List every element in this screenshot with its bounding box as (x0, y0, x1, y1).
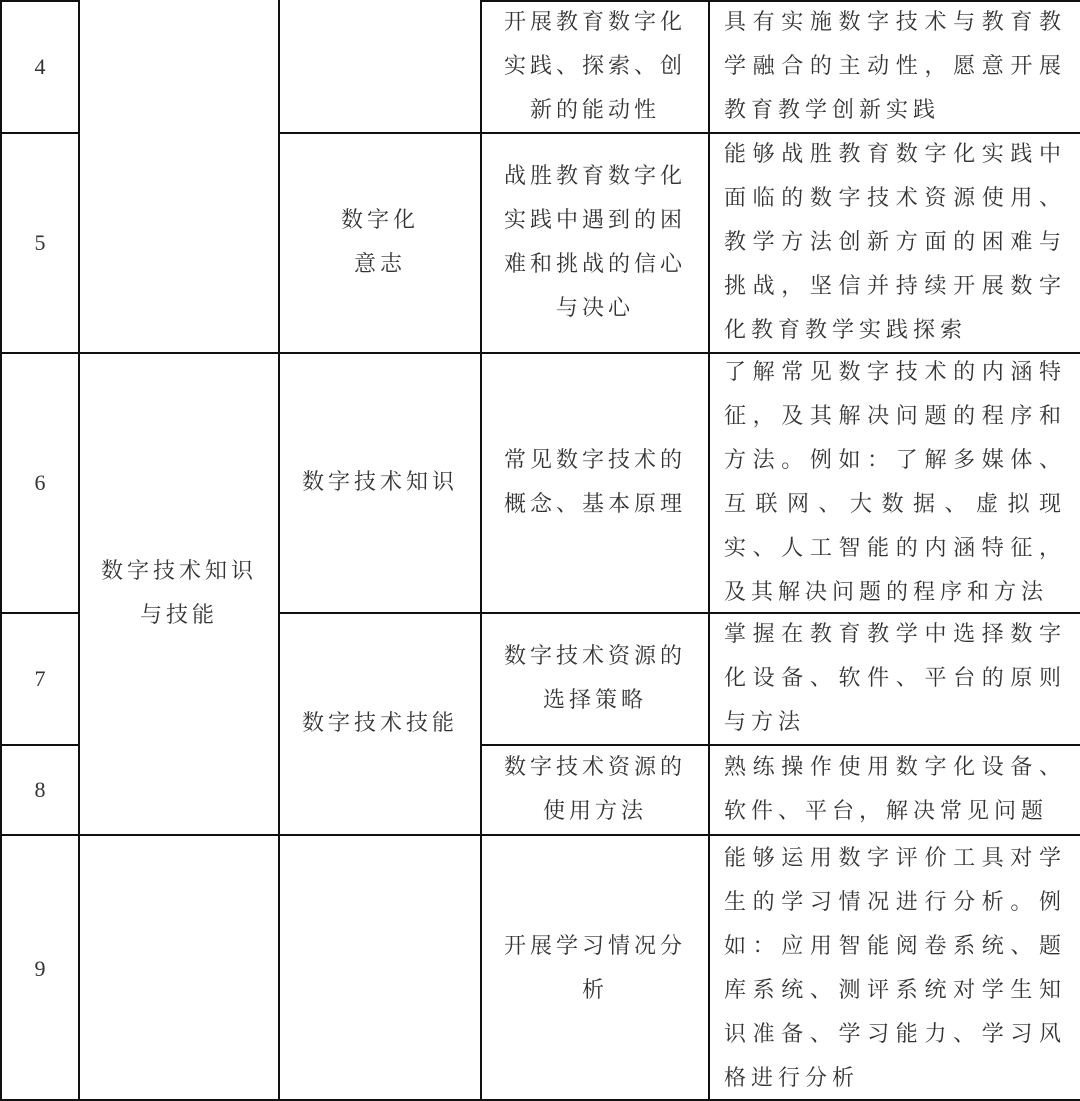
subdimension-label: 数字化意志 (340, 208, 419, 277)
row-divider (0, 132, 80, 134)
row-divider (0, 0, 80, 2)
item-cell (482, 614, 708, 744)
item-text: 战胜教育数字化实践中遇到的困难和挑战的信心与决心 (503, 164, 686, 321)
item-text: 开展教育数字化实践、探索、创新的能动性 (503, 10, 686, 123)
description-cell (710, 836, 1080, 1101)
subdimension-cell (280, 134, 480, 352)
description-text: 了解常见数字技术的内涵特征，及其解决问题的程序和方法。例如：了解多媒体、互联网、大数据、虚拟现实、人工智能的内涵特征，及其解决问题的程序和方法 (724, 360, 1066, 605)
row-divider (0, 352, 1080, 354)
description-cell (710, 746, 1080, 834)
description-cell (710, 134, 1080, 352)
dimension-cell (80, 354, 278, 834)
subdimension-cell (280, 354, 480, 612)
row-divider (0, 744, 80, 746)
description-text: 熟练操作使用数字化设备、软件、平台，解决常见问题 (724, 755, 1066, 824)
description-text: 能够运用数字评价工具对学生的学习情况进行分析。例如：应用智能阅卷系统、题库系统、测评系统对学生知识准备、学习能力、学习风格进行分析 (724, 845, 1066, 1091)
item-cell (482, 354, 708, 612)
row-divider (480, 0, 1080, 2)
description-text: 具有实施数字技术与教育教学融合的主动性，愿意开展教育教学创新实践 (724, 10, 1066, 123)
row-divider (0, 612, 80, 614)
row-divider (480, 744, 1080, 746)
row-number: 9 (34, 955, 46, 981)
subdimension-cell (280, 614, 480, 834)
row-number: 7 (34, 666, 46, 691)
item-text: 常见数字技术的概念、基本原理 (503, 448, 686, 517)
column-divider (78, 0, 80, 1101)
subdimension-label: 数字技术技能 (301, 711, 458, 736)
description-text: 能够战胜教育数字化实践中面临的数字技术资源使用、教学方法创新方面的困难与挑战，坚信并持续开展数字化教育教学实践探索 (724, 142, 1066, 343)
item-text: 数字技术资源的使用方法 (503, 755, 686, 824)
subdimension-label: 数字技术知识 (301, 470, 458, 495)
item-cell (482, 836, 708, 1101)
row-divider (278, 132, 1080, 134)
column-divider (480, 0, 482, 1101)
description-cell (710, 2, 1080, 132)
description-cell (710, 354, 1080, 612)
row-number: 4 (34, 54, 46, 79)
column-divider (278, 0, 280, 1101)
column-divider (708, 0, 710, 1101)
description-text: 掌握在教育教学中选择数字化设备、软件、平台的原则与方法 (724, 622, 1066, 735)
row-divider (278, 612, 1080, 614)
row-number: 6 (34, 470, 46, 495)
item-cell (482, 746, 708, 834)
item-cell (482, 2, 708, 132)
dimension-label: 数字技术知识与技能 (100, 559, 257, 628)
item-text: 开展学习情况分析 (503, 933, 686, 1003)
row-number: 5 (34, 230, 46, 255)
item-text: 数字技术资源的选择策略 (503, 644, 686, 713)
row-number: 8 (34, 777, 46, 802)
description-cell (710, 614, 1080, 744)
table-border-left (0, 0, 2, 1101)
row-divider (0, 834, 1080, 836)
item-cell (482, 134, 708, 352)
